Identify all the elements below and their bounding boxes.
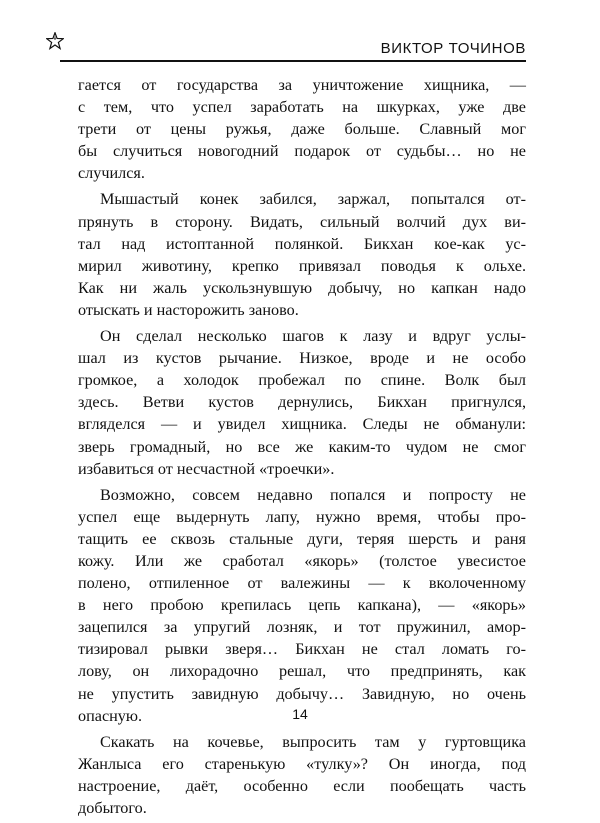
text-line: тал над истоптанной полянкой. Бикхан кое-как ус-	[78, 234, 526, 253]
page-number: 14	[292, 706, 308, 722]
author-name: ВИКТОР ТОЧИНОВ	[380, 40, 526, 57]
text-line: Мышастый конек забился, заржал, попытался от-	[100, 190, 526, 209]
text-line: вгляделся — и увидел хищника. Следы не обманули:	[78, 415, 526, 434]
text-line: Возможно, совсем недавно попался и попросту не	[100, 485, 526, 504]
text-line: бы случиться новогодний подарок от судьбы… но не	[78, 142, 526, 161]
text-line: тащить ее сквозь стальные дуги, теряя шерсть и раня	[78, 529, 526, 548]
text-line: случился.	[78, 164, 145, 183]
paragraph	[78, 74, 526, 184]
text-line: зацепился за упругий лозняк, и тот пружинил, амор-	[78, 618, 526, 637]
text-line: прянуть в сторону. Видать, сильный волчий дух ви-	[78, 212, 526, 231]
paragraph	[78, 731, 526, 819]
text-line: с тем, что успел заработать на шкурках, уже две	[78, 98, 526, 117]
text-line: избавиться от несчастной «троечки».	[78, 459, 335, 478]
running-header	[60, 34, 526, 64]
header-rule	[60, 60, 526, 62]
text-line: лову, он лихорадочно решал, что предпринять, как	[78, 662, 526, 681]
text-line: не упустить завидную добычу… Завидную, но очень	[78, 684, 526, 703]
text-line: здесь. Ветви кустов дернулись, Бикхан пригнулся,	[78, 393, 526, 412]
text-line: Он сделал несколько шагов к лазу и вдруг услы-	[100, 327, 526, 346]
text-line: кожу. Или же сработал «якорь» (толстое увесистое	[78, 551, 526, 570]
text-line: полено, отпиленное от валежины — к вколоченному	[78, 574, 526, 593]
text-line: опасную.	[78, 706, 143, 725]
text-line: зверь громадный, но все же каким-то чудом не смог	[78, 437, 526, 456]
text-line: успел еще выдернуть лапу, нужно время, чтобы про-	[78, 507, 526, 526]
text-line: тизировал рывки зверя… Бикхан не стал ломать го-	[78, 640, 526, 659]
text-line: добытого.	[78, 799, 147, 817]
text-line: Как ни жаль ускользнувшую добычу, но капкан надо	[78, 278, 526, 297]
text-line: Жанлыса его старенькую «тулку»? Он иногда, под	[78, 754, 526, 773]
paragraph	[78, 325, 526, 480]
text-line: трети от цены ружья, даже больше. Славный мог	[78, 120, 526, 139]
text-line: шал из кустов рычание. Низкое, вроде и не особо	[78, 349, 526, 368]
text-line: гается от государства за уничтожение хищника, —	[78, 76, 526, 94]
text-line: мирил животину, крепко привязал поводья к ольхе.	[78, 256, 526, 275]
paragraph	[78, 188, 526, 321]
text-line: в него пробою крепилась цепь капкана), — «якорь»	[78, 596, 526, 615]
text-line: громкое, а холодок пробежал по спине. Волк был	[78, 371, 526, 390]
text-line: настроение, даёт, особенно если пообещать часть	[78, 776, 526, 795]
text-line: Скакать на кочевье, выпросить там у гуртовщика	[100, 732, 526, 751]
text-line: отыскать и насторожить заново.	[78, 300, 299, 319]
paragraph	[78, 484, 526, 727]
